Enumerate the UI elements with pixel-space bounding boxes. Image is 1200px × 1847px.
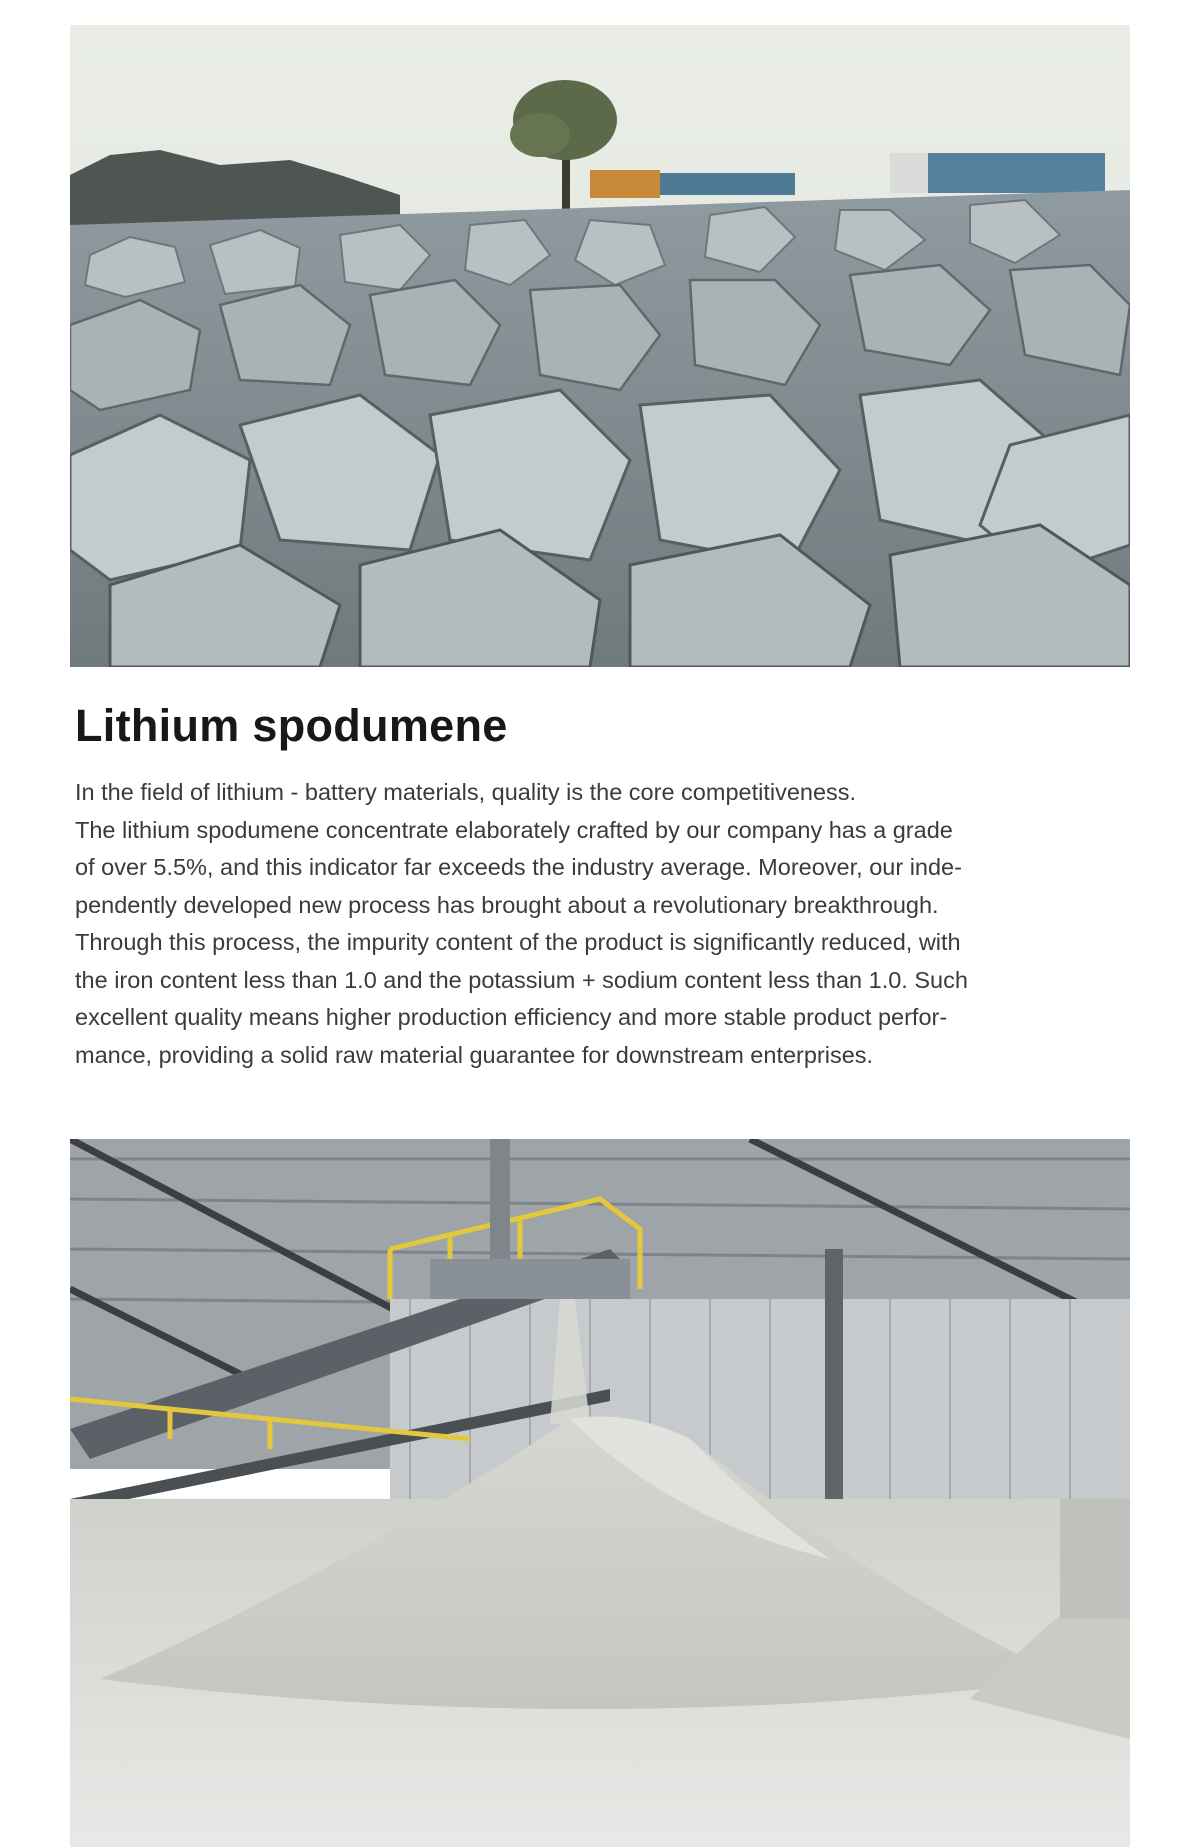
description-line: Through this process, the impurity content of the product is significantly reduced, with [75,929,961,955]
description-line: pendently developed new process has brought about a revolutionary breakthrough. [75,891,939,918]
description-line: In the field of lithium - battery materials, quality is the core competitiveness. [75,779,857,805]
product-description [75,774,1155,1074]
description-line: the iron content less than 1.0 and the potassium + sodium content less than 1.0. Such [75,966,968,993]
description-line: of over 5.5%, and this indicator far exceeds the industry average. Moreover, our inde- [75,854,962,880]
concentrate-stockpile-warehouse-photo [70,1139,1130,1847]
description-line: excellent quality means higher production efficiency and more stable product perfor- [75,1004,948,1030]
description-line: mance, providing a solid raw material guarantee for downstream enterprises. [75,1041,874,1068]
spodumene-ore-rocks-photo [70,25,1130,667]
product-title: Lithium spodumene [75,700,508,751]
description-line: The lithium spodumene concentrate elaborately crafted by our company has a grade [75,816,953,843]
